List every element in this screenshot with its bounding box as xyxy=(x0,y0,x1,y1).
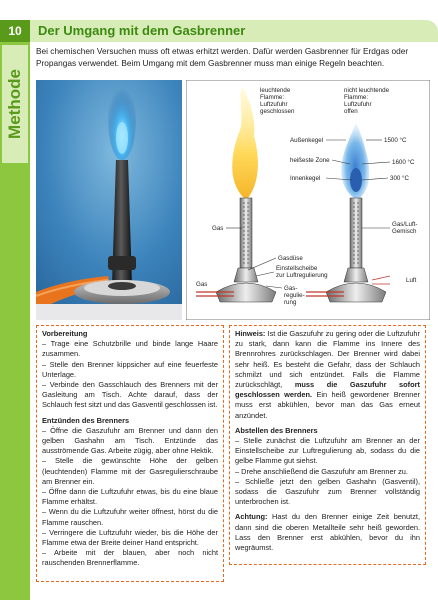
left-flame-label-4: geschlossen xyxy=(260,108,295,115)
nozzle-label: Gasdüse xyxy=(278,255,303,262)
title-bar xyxy=(30,20,438,42)
gas-label-left: Gas xyxy=(212,225,224,232)
right-flame-label-3: Luftzufuhr xyxy=(344,101,372,108)
burner-diagram xyxy=(186,80,430,320)
left-flame-label-3: Luftzufuhr xyxy=(260,101,288,108)
gas-regulation-label-3: rung xyxy=(284,299,297,306)
ignite-item: – Wenn du die Luftzufuhr weiter öffnest, hörst du die Flamme rauschen. xyxy=(42,507,218,527)
gas-air-label-2: Gemisch xyxy=(392,228,417,235)
svg-text:Gas/Luft- Gemisch xyxy=(392,221,419,235)
right-flame-label-4: offen xyxy=(344,108,358,115)
gas-air-label-1: Gas/Luft- xyxy=(392,221,418,228)
ignite-item: – Verringere die Luftzufuhr wieder, bis die Höhe der Flamme etwa der Breite deiner Hand entspricht. xyxy=(42,527,218,548)
hint-text: Ist die Gaszufuhr zu gering oder die Luftzufuhr zu stark, dann kann die Flamme ins Innere des Brennrohres zurückschlagen. Der Brenner wird dabei sehr heiß. Es besteht die Gefahr, dass der Schlauch schmilzt und sich entzündet. Falls die Flamme zurückschlägt, xyxy=(235,329,420,390)
ignite-item: – Öffne dann die Luftzufuhr etwas, bis du eine blaue Flamme erhältst. xyxy=(42,487,218,507)
ignite-item: – Stelle die gewünschte Höhe der gelben (leuchtenden) Flamme mit der Gasregulierschraube am Brenner ein. xyxy=(42,456,218,486)
ignite-item: – Öffne die Gaszufuhr am Brenner und dann den gelben Gashahn am Tisch. Entzünde das ausströmende Gas. Arbeite zügig, aber ohne Hektik. xyxy=(42,425,218,456)
adjust-disc-label-2: zur Luftregulierung xyxy=(276,272,328,279)
off-heading: Abstellen des Brenners xyxy=(235,425,318,435)
hint-bold: muss die Gaszufuhr sofort geschlossen werden. xyxy=(235,380,420,400)
gas-regulation-label-2: regulie- xyxy=(284,292,305,299)
left-flame-label-2: Flamme: xyxy=(260,94,285,101)
right-flame-label-1: nicht leuchtende xyxy=(344,87,390,94)
page-number: 10 xyxy=(0,20,30,42)
hint-paragraph xyxy=(235,329,420,421)
off-item: – Stelle zunächst die Luftzufuhr am Brenner an der Einstellscheibe zur Luftregulierung ab, sodass du die gelbe Flamme gut siehst. xyxy=(235,436,420,466)
warning-paragraph xyxy=(235,512,420,553)
prep-item: – Verbinde den Gasschlauch des Brenners mit der Gasleitung am Tisch. Achte darauf, dass der Schlauch fest sitzt und das Gasventil geschlossen ist. xyxy=(42,380,218,410)
temp-inner: 300 °C xyxy=(390,175,409,182)
adjust-disc-label-1: Einstellscheibe xyxy=(276,265,318,272)
intro-text: Bei chemischen Versuchen muss oft etwas erhitzt werden. Dafür werden Gasbrenner für Erdgas oder Propangas verwendet. Beim Umgang mit dem Gasbrenner muss man einige Regeln beachten. xyxy=(36,46,409,68)
off-item: – Drehe anschließend die Gaszufuhr am Brenner zu. xyxy=(235,466,408,476)
prep-item: – Trage eine Schutzbrille und binde lange Haare zusammen. xyxy=(42,339,218,359)
ignite-item: – Arbeite mit der blauen, aber noch nicht rauschenden Brennerflamme. xyxy=(42,548,218,568)
left-flame-label-1: leuchtende xyxy=(260,87,291,94)
right-flame-label-2: Flamme: xyxy=(344,94,369,101)
warning-label: Achtung: xyxy=(235,512,268,522)
hint-label: Hinweis: xyxy=(235,329,266,338)
prep-item: – Stelle den Brenner kippsicher auf eine feuerfeste Unterlage. xyxy=(42,359,218,379)
air-label: Luft xyxy=(406,277,417,284)
instructions-box-right xyxy=(229,325,426,565)
gas-regulation-label-1: Gas- xyxy=(284,285,298,292)
outer-cone-label: Außenkegel xyxy=(290,137,324,144)
gas-label-bottom: Gas xyxy=(196,281,208,288)
ignite-heading: Entzünden des Brenners xyxy=(42,415,130,425)
warning-text: Hast du den Brenner einige Zeit benutzt, dann sind die oberen Metallteile sehr heiß geworden. Lass den Brenner erst abkühlen, bevor du ihn wegräumst. xyxy=(235,512,420,553)
temp-hot: 1600 °C xyxy=(392,159,415,166)
page-title: Der Umgang mit dem Gasbrenner xyxy=(38,23,246,38)
prep-heading: Vorbereitung xyxy=(42,329,88,338)
burner-photo-art xyxy=(36,80,182,320)
temp-outer: 1500 °C xyxy=(384,137,407,144)
hint-tail: Ein heiß gewordener Brenner muss erst abkühlen, bevor man das Gas erneut anzündet. xyxy=(235,390,420,420)
hot-zone-label: heißeste Zone xyxy=(290,157,330,164)
off-item: – Schließe jetzt den gelben Gashahn (Gasventil), sodass die Gaszufuhr zum Brenner vollständig unterbrochen ist. xyxy=(235,476,420,507)
inner-cone-label: Innenkegel xyxy=(290,175,321,182)
right-burner-tube xyxy=(350,198,362,268)
burner-photo xyxy=(36,80,182,320)
section-label: Methode xyxy=(5,69,24,139)
instructions-box-left xyxy=(36,325,224,582)
left-burner-tube xyxy=(240,198,252,268)
burner-diagram-art xyxy=(186,80,430,320)
